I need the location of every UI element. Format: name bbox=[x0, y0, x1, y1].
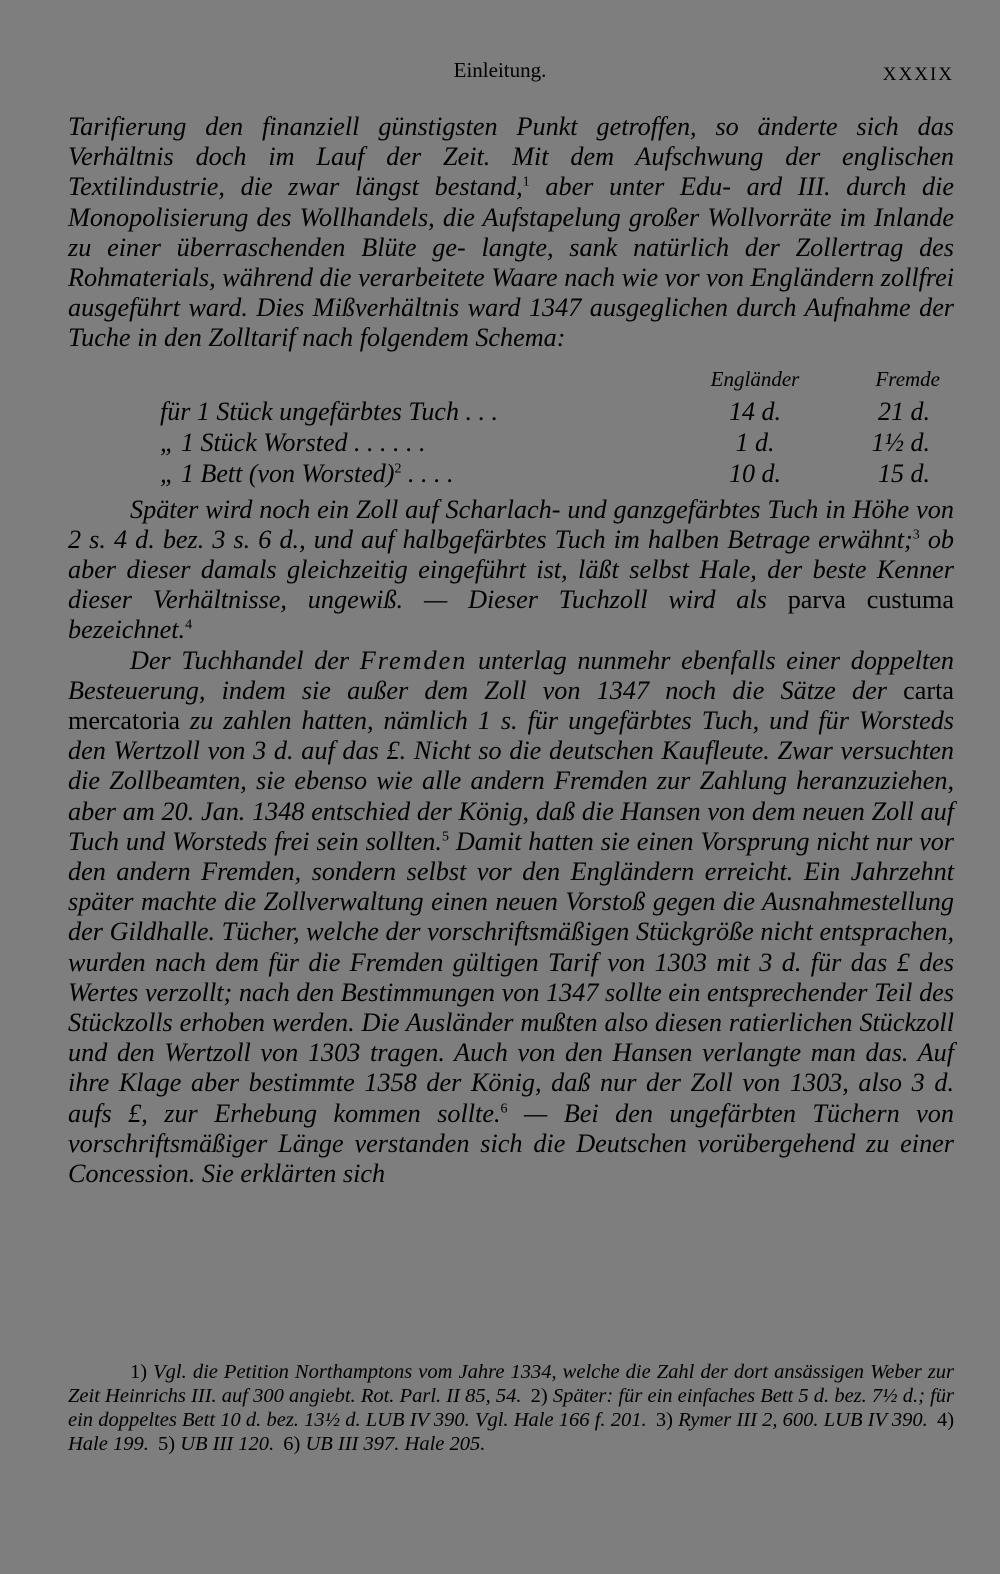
paragraph-3: Der Tuchhandel der Fremden unterlag nunmehr ebenfalls einer doppelten Besteuerung, indem sie außer dem Zoll von 1347 noch die Sätze der carta mercatoria zu zahlen hatten, nämlich 1 s. für ungefärbtes Tuch, und für Worsteds den Wertzoll von 3 d. auf das £. Nicht so die deutschen Kaufleute. Zwar versuchten die Zollbeamten, sie ebenso wie alle andern Fremden zur Zahlung heranzuziehen, aber am 20. Jan. 1348 entschied der König, daß die Hansen von dem neuen Zoll auf Tuch und Worsteds frei sein sollten.$^5$ Damit hatten sie einen Vorsprung nicht nur vor den andern Fremden, sondern selbst vor den Engländern erreicht. Ein Jahrzehnt später machte die Zollverwaltung einen neuen Vorstoß gegen die Ausnahmestellung der Gildhalle. Tücher, welche der vorschriftsmäßigen Stückgröße nicht entsprachen, wurden nach dem für die Fremden gültigen Tarif von 1303 mit 3 d. für das £ des Wertes verzollt; nach den Bestimmungen von 1347 sollte ein entsprechender Teil des Stückzolls erhoben werden. Die Ausländer mußten also diesen ratierlichen Stückzoll und den Wertzoll von 1303 tragen. Auch von den Hansen verlangte man das. Auf ihre Klage aber bestimmte 1358 der König, daß nur der Zoll von 1303, also 3 d. aufs £, zur Erhebung kommen sollte.$^6$ — Bei den ungefärbten Tüchern von vorschriftsmäßiger Länge verstanden sich die Deutschen vorübergehend zu einer Concession. Sie erklärten sich bbox=[68, 645, 954, 1189]
footnote: 3) Rymer III 2, 600. LUB IV 390. bbox=[655, 1409, 928, 1431]
footnote: 4) Hale 199. bbox=[68, 1409, 955, 1455]
paragraph-2: Später wird noch ein Zoll auf Scharlach- und ganzgefärbtes Tuch in Höhe von 2 s. 4 d. bez. 3 s. 6 d., und auf halbgefärbtes Tuch im halben Betrage erwähnt;$^3$ ob aber dieser damals gleichzeitig eingeführt ist, läßt selbst Hale, der beste Kenner dieser Verhältnisse, ungewiß. — Dieser Tuchzoll wird als parva custuma bezeichnet.$^4$ bbox=[68, 494, 954, 645]
running-title: Einleitung. bbox=[453, 58, 547, 82]
col-fremde: Fremde bbox=[875, 366, 940, 391]
footnote: 2) Später: für ein einfaches Bett 5 d. bez. 7½ d.; für ein doppeltes Bett 10 d. bez. 13½ d. LUB IV 390. Vgl. Hale 166 f. 201. bbox=[68, 1385, 954, 1431]
page-number: XXXIX bbox=[882, 64, 954, 85]
footnote: 1) Vgl. die Petition Northamptons vom Jahre 1334, welche die Zahl der dort ansässigen Weber zur Zeit Heinrichs III. auf 300 angiebt. Rot. Parl. II 85, 54. bbox=[68, 1361, 955, 1407]
col-englaender: Engländer bbox=[710, 366, 800, 391]
table-row: für 1 Stück ungefärbtes Tuch . . . 14 d. 21 d. bbox=[160, 396, 930, 426]
table-row: „ 1 Stück Worsted . . . . . . 1 d. 1½ d. bbox=[160, 427, 930, 457]
tariff-table bbox=[68, 364, 954, 489]
running-header bbox=[0, 52, 1000, 92]
footnote-ref-2: 2 bbox=[394, 460, 402, 476]
footnote-ref-3: 3 bbox=[912, 527, 920, 543]
footnote-ref-6: 6 bbox=[500, 1100, 508, 1116]
table-header bbox=[68, 364, 954, 394]
footnote-ref-5: 5 bbox=[441, 829, 449, 845]
table-row: „ 1 Bett (von Worsted)$^2$ . . . . 10 d. 15 d. bbox=[160, 458, 930, 488]
footnote: 6) UB III 397. Hale 205. bbox=[283, 1433, 486, 1455]
main-text bbox=[68, 112, 954, 1189]
footnote-ref-4: 4 bbox=[185, 617, 193, 633]
paragraph-1: Tarifierung den finanziell günstigsten Punkt getroffen, so änderte sich das Verhältnis doch im Lauf der Zeit. Mit dem Aufschwung der englischen Textilindustrie, die zwar längst bestand,$^1$ aber unter Edu- ard III. durch die Monopolisierung des Wollhandels, die Aufstapelung großer Wollvorräte im Inlande zu einer überraschenden Blüte ge- langte, sank natürlich der Zollertrag des Rohmaterials, während die verarbeitete Waare nach wie vor von Engländern zollfrei ausgeführt ward. Dies Mißverhältnis ward 1347 ausgeglichen durch Aufnahme der Tuche in den Zolltarif nach folgendem Schema: bbox=[68, 112, 955, 353]
footnote-ref-1: 1 bbox=[522, 174, 530, 190]
footnote: 5) UB III 120. bbox=[157, 1433, 275, 1455]
footnotes bbox=[68, 1360, 954, 1456]
